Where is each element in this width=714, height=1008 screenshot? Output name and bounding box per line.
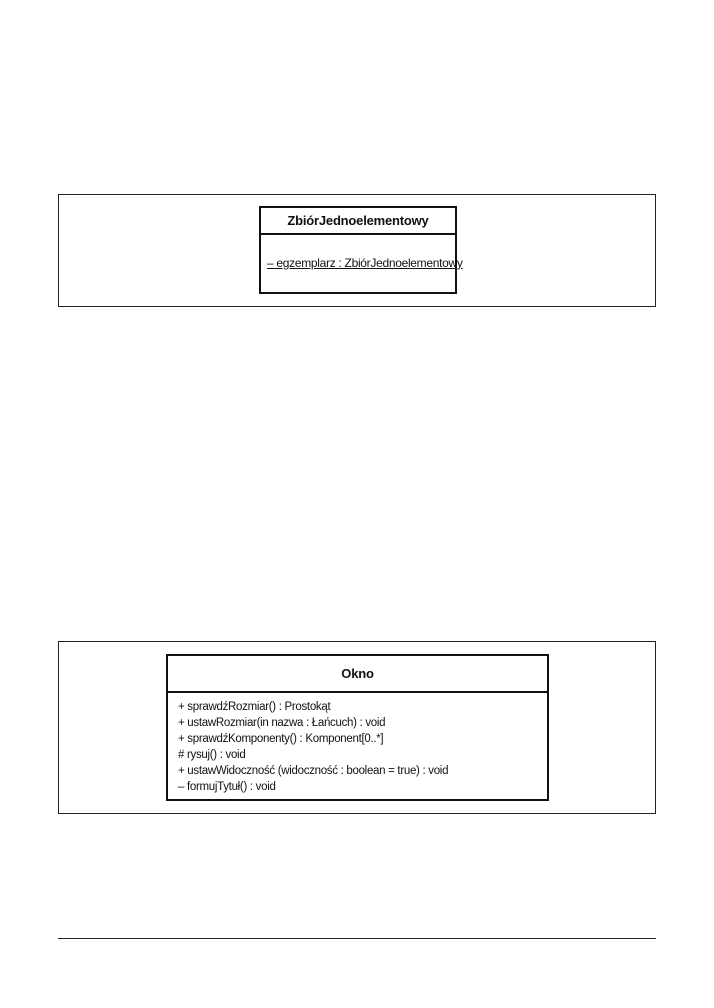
operation: + sprawdźKomponenty() : Komponent[0..*]	[178, 733, 384, 745]
class-name: ZbiórJednoelementowy	[261, 208, 455, 235]
operations-compartment	[168, 693, 547, 795]
class-name: Okno	[168, 656, 547, 693]
figure-frame-singleton	[58, 194, 656, 307]
static-attribute: – egzemplarz : ZbiórJednoelementowy	[267, 256, 463, 270]
operation: + ustawRozmiar(in nazwa : Łańcuch) : void	[178, 717, 386, 729]
uml-class-zbior-jednoelementowy	[259, 206, 463, 294]
footer-rule	[58, 938, 656, 939]
operation: + sprawdźRozmiar() : Prostokąt	[178, 701, 331, 713]
uml-class-okno	[166, 654, 549, 801]
operation: # rysuj() : void	[178, 749, 246, 761]
figure-frame-okno	[58, 641, 656, 814]
operation: – formujTytuł() : void	[178, 781, 276, 793]
operation: + ustawWidoczność (widoczność : boolean = true) : void	[178, 765, 449, 777]
attribute-compartment	[261, 235, 463, 270]
